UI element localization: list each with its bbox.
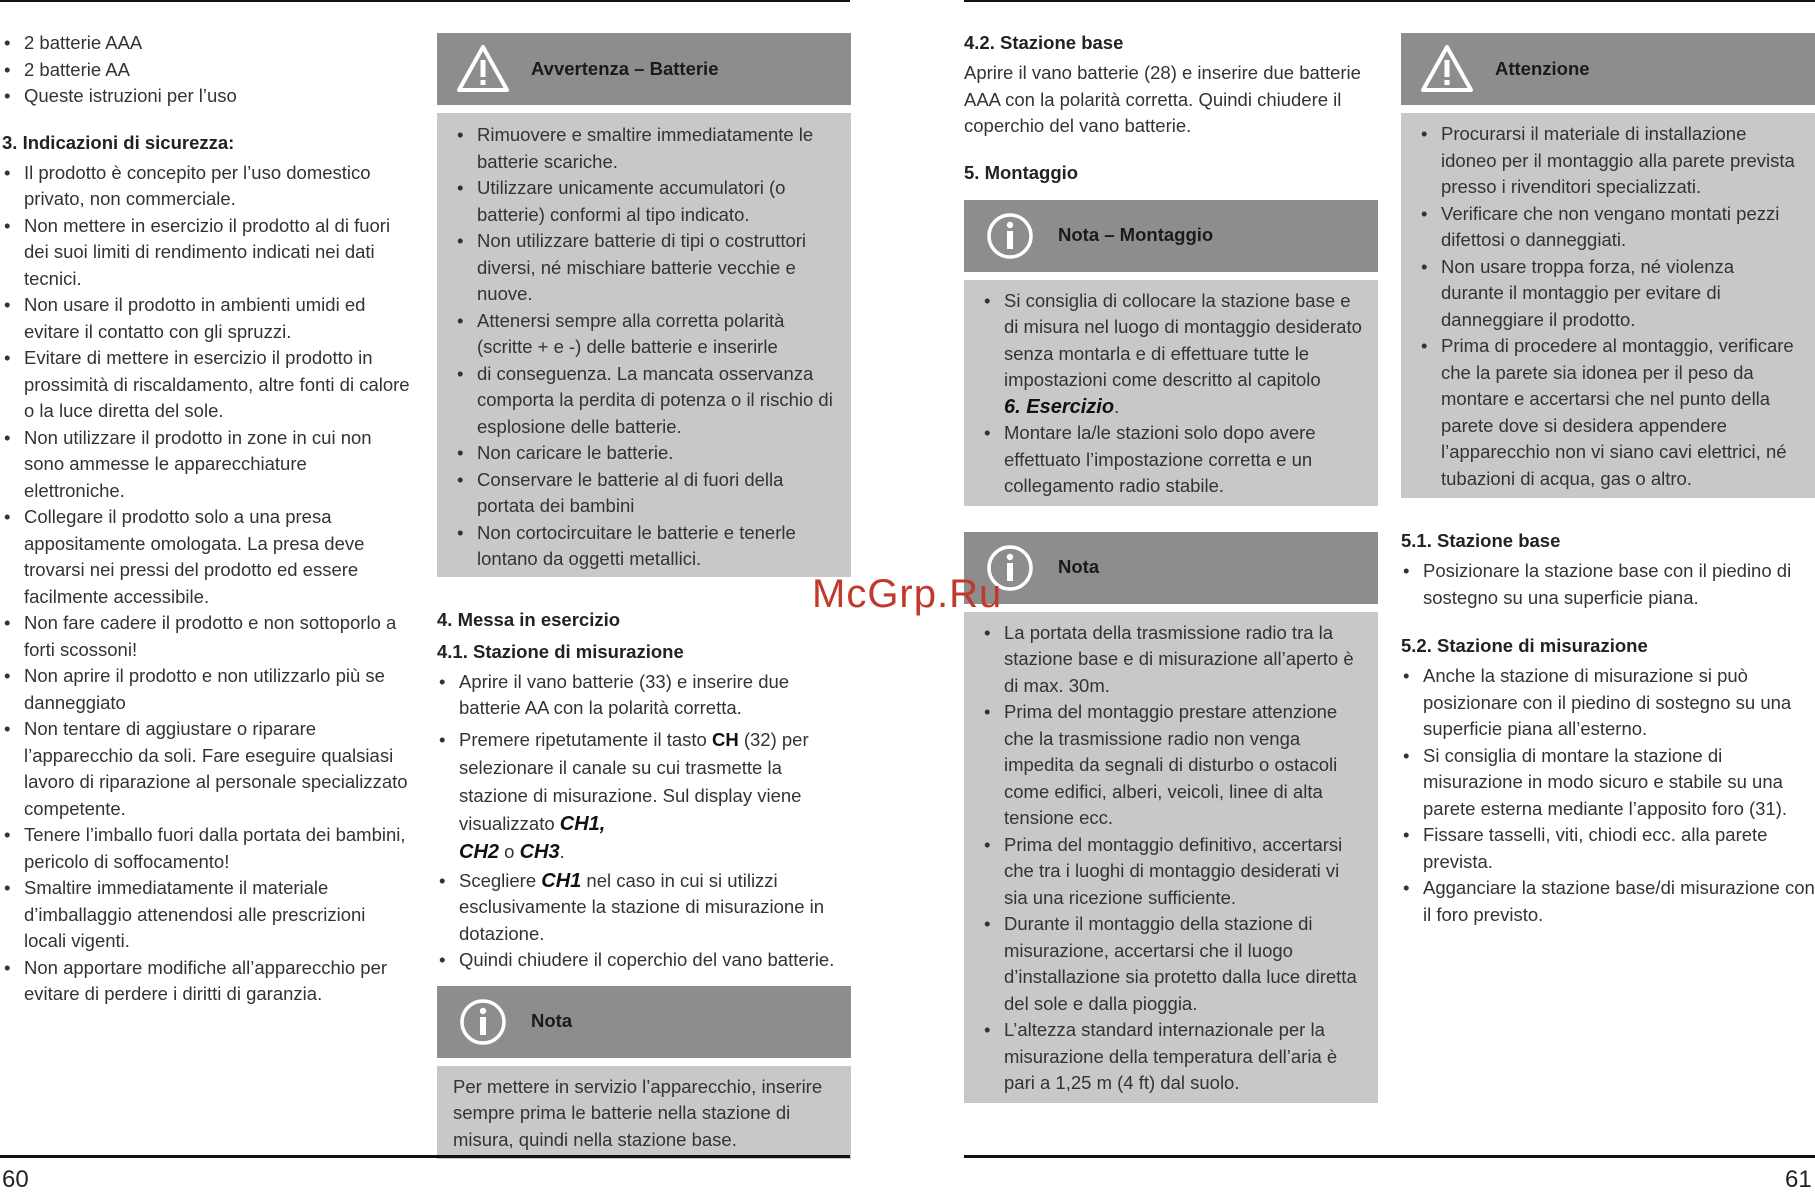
list-item: • 2 batterie AAA (2, 30, 410, 57)
note-radio-box (964, 612, 1378, 1103)
list-item: • Utilizzare unicamente accumulatori (o batterie) conformi al tipo indicato. (453, 175, 835, 228)
bottom-rule-right (964, 1155, 1815, 1158)
text-run: . (559, 840, 565, 862)
info-icon (978, 204, 1042, 268)
list-item: • Rimuovere e smaltire immediatamente le batterie scariche. (453, 122, 835, 175)
list-item: • Prima del montaggio definitivo, accertarsi che tra i luoghi di montaggio desiderati vi sia una ricezione sufficiente. (980, 832, 1362, 912)
note-title: Nota (1058, 556, 1100, 578)
attention-list (1417, 121, 1799, 492)
list-item: • Smaltire immediatamente il materiale d’imballaggio attenendosi alle prescrizioni locali vigenti. (2, 875, 410, 955)
list-item: • Queste istruzioni per l’uso (2, 83, 410, 110)
display-label: CH1 (541, 869, 582, 892)
section-5-2-heading: 5.2. Stazione di misurazione (1401, 635, 1648, 656)
right-column-1 (964, 30, 1378, 1103)
info-icon (451, 990, 515, 1054)
section-5-1-list (1401, 558, 1815, 611)
warning-triangle-icon (451, 37, 515, 101)
text-run: Scegliere (459, 869, 542, 891)
list-item: • di conseguenza. La mancata osservanza comporta la perdita di potenza o il rischio di esplosione delle batterie. (453, 361, 835, 441)
list-item: • Conservare le batterie al di fuori della portata dei bambini (453, 467, 835, 520)
list-item: • Non tentare di aggiustare o riparare l’apparecchio da soli. Fare eseguire qualsiasi lavoro di riparazione al personale specializzato competente. (2, 716, 410, 822)
safety-list (2, 160, 410, 1008)
text-run: Premere ripetutamente il tasto (459, 728, 712, 750)
text-run: (32) per selezionare il canale su cui trasmette la stazione di misurazione. Sul display viene visualizzato (459, 728, 809, 834)
section-4-1-heading: 4.1. Stazione di misurazione (437, 640, 684, 662)
list-item (437, 868, 851, 948)
battery-warning-list (453, 122, 835, 573)
list-item: • Tenere l’imballo fuori dalla portata dei bambini, pericolo di soffocamento! (2, 822, 410, 875)
section-4-heading: 4. Messa in esercizio (437, 608, 621, 630)
list-item: • Collegare il prodotto solo a una presa appositamente omologata. La presa deve trovarsi nei pressi del prodotto ed essere facilmente accessibile. (2, 504, 410, 610)
bottom-rule-left (0, 1155, 850, 1158)
list-item: • Evitare di mettere in esercizio il prodotto in prossimità di riscaldamento, altre fonti di calore o la luce diretta del sole. (2, 345, 410, 425)
display-label: CH2 (459, 840, 500, 863)
list-item: • Anche la stazione di misurazione si può posizionare con il piedino di sostegno su una superficie piana all’esterno. (1401, 663, 1815, 743)
list-item: • Non usare troppa forza, né violenza durante il montaggio per evitare di danneggiare il prodotto. (1417, 254, 1799, 334)
list-item (437, 726, 851, 866)
list-item: • Non aprire il prodotto e non utilizzarlo più se danneggiato (2, 663, 410, 716)
list-item: • Si consiglia di montare la stazione di misurazione in modo sicuro e stabile su una parete esterna mediante l’apposito foro (31). (1401, 743, 1815, 823)
note-mounting-title: Nota – Montaggio (1058, 224, 1214, 246)
left-column-2 (437, 33, 851, 1159)
note-header (964, 532, 1378, 604)
text-run: o (499, 840, 520, 862)
list-item: • Fissare tasselli, viti, chiodi ecc. alla parete prevista. (1401, 822, 1815, 875)
package-contents-list (2, 30, 410, 110)
section-4-2-text: Aprire il vano batterie (28) e inserire due batterie AAA con la polarità corretta. Quindi chiudere il coperchio del vano batterie. (964, 62, 1361, 136)
note-text: Per mettere in servizio l’apparecchio, inserire sempre prima le batterie nella stazione di misura, quindi nella stazione base. (453, 1075, 823, 1150)
key-label: CH (711, 728, 739, 750)
section-5-1-heading: 5.1. Stazione base (1401, 530, 1561, 551)
list-item: • Non utilizzare il prodotto in zone in cui non sono ammesse le apparecchiature elettroniche. (2, 425, 410, 505)
display-label: CH3 (519, 840, 560, 863)
note-header (437, 986, 851, 1058)
right-column-2 (1401, 33, 1815, 928)
list-item: • 2 batterie AA (2, 57, 410, 84)
top-rule-left (0, 0, 850, 2)
list-item: • Prima di procedere al montaggio, verificare che la parete sia idonea per il peso da montare e accertarsi che nel punto della parete dove si desidera appendere l’apparecchio non vi siano cavi elettrici, né tubazioni di acqua, gas o altro. (1417, 333, 1799, 492)
note-mounting-list (980, 288, 1362, 500)
page-number-left: 60 (2, 1166, 29, 1193)
list-item: • Non utilizzare batterie di tipi o costruttori diversi, né mischiare batterie vecchie e nuove. (453, 228, 835, 308)
display-label: CH1, (559, 812, 606, 835)
section-4-2-heading: 4.2. Stazione base (964, 32, 1124, 53)
list-item (980, 288, 1362, 421)
attention-header (1401, 33, 1815, 105)
note-mounting-header (964, 200, 1378, 272)
section-5-heading: 5. Montaggio (964, 161, 1079, 183)
list-item: • Non apportare modifiche all’apparecchio per evitare di perdere i diritti di garanzia. (2, 955, 410, 1008)
list-item: • Quindi chiudere il coperchio del vano batterie. (437, 947, 851, 974)
section-4-1-list (437, 669, 851, 974)
list-item: • Prima del montaggio prestare attenzione che la trasmissione radio non venga impedita da segnali di disturbo o ostacoli come edifici, alberi, veicoli, linee di alta tensione ecc. (980, 699, 1362, 832)
list-item: • Non fare cadere il prodotto e non sottoporlo a forti scossoni! (2, 610, 410, 663)
battery-warning-title: Avvertenza – Batterie (531, 57, 719, 79)
text-run: . (1114, 395, 1120, 417)
list-item: • Il prodotto è concepito per l’uso domestico privato, non commerciale. (2, 160, 410, 213)
note-mounting-box (964, 280, 1378, 506)
list-item: • Non cortocircuitare le batterie e tenerle lontano da oggetti metallici. (453, 520, 835, 573)
attention-title: Attenzione (1495, 57, 1590, 79)
list-item: • Durante il montaggio della stazione di misurazione, accertarsi che il luogo d’installazione sia protetto dalla luce diretta del sole e dalla pioggia. (980, 911, 1362, 1017)
list-item: • Agganciare la stazione base/di misurazione con il foro previsto. (1401, 875, 1815, 928)
page-number-right: 61 (1785, 1166, 1812, 1193)
top-rule-right (964, 0, 1815, 2)
list-item: • Montare la/le stazioni solo dopo avere effettuato l’impostazione corretta e un collegamento radio stabile. (980, 420, 1362, 500)
list-item: • Non mettere in esercizio il prodotto al di fuori dei suoi limiti di rendimento indicati nei dati tecnici. (2, 213, 410, 293)
list-item: • L’altezza standard internazionale per la misurazione della temperatura dell’aria è pari a 1,25 m (4 ft) dal suolo. (980, 1017, 1362, 1097)
list-item: • Aprire il vano batterie (33) e inserire due batterie AA con la polarità corretta. (437, 669, 851, 722)
note-title: Nota (531, 1010, 573, 1032)
list-item: • Non caricare le batterie. (453, 440, 835, 467)
chapter-reference: 6. Esercizio (1004, 395, 1115, 418)
safety-heading: 3. Indicazioni di sicurezza: (2, 131, 235, 153)
battery-warning-header (437, 33, 851, 105)
warning-triangle-icon (1415, 37, 1479, 101)
section-5-2-list (1401, 663, 1815, 928)
text-run: nel caso in cui si utilizzi esclusivamente la stazione di misurazione in dotazione. (459, 869, 825, 944)
watermark: McGrp.Ru (812, 572, 1003, 616)
text-run: Si consiglia di collocare la stazione base e di misura nel luogo di montaggio desiderato senza montarla e di effettuare tutte le impostazioni come descritto al capitolo (1004, 289, 1362, 390)
attention-box (1401, 113, 1815, 498)
note-box (437, 1066, 851, 1160)
list-item: • Verificare che non vengano montati pezzi difettosi o danneggiati. (1417, 201, 1799, 254)
list-item: • Procurarsi il materiale di installazione idoneo per il montaggio alla parete prevista presso i rivenditori specializzati. (1417, 121, 1799, 201)
list-item: • La portata della trasmissione radio tra la stazione base e di misurazione all’aperto è di max. 30m. (980, 620, 1362, 700)
battery-warning-box (437, 113, 851, 577)
list-item: • Non usare il prodotto in ambienti umidi ed evitare il contatto con gli spruzzi. (2, 292, 410, 345)
list-item: • Attenersi sempre alla corretta polarità (scritte + e -) delle batterie e inserirle (453, 308, 835, 361)
note-radio-list (980, 620, 1362, 1097)
list-item: • Posizionare la stazione base con il piedino di sostegno su una superficie piana. (1401, 558, 1815, 611)
left-column-1 (2, 30, 410, 1008)
